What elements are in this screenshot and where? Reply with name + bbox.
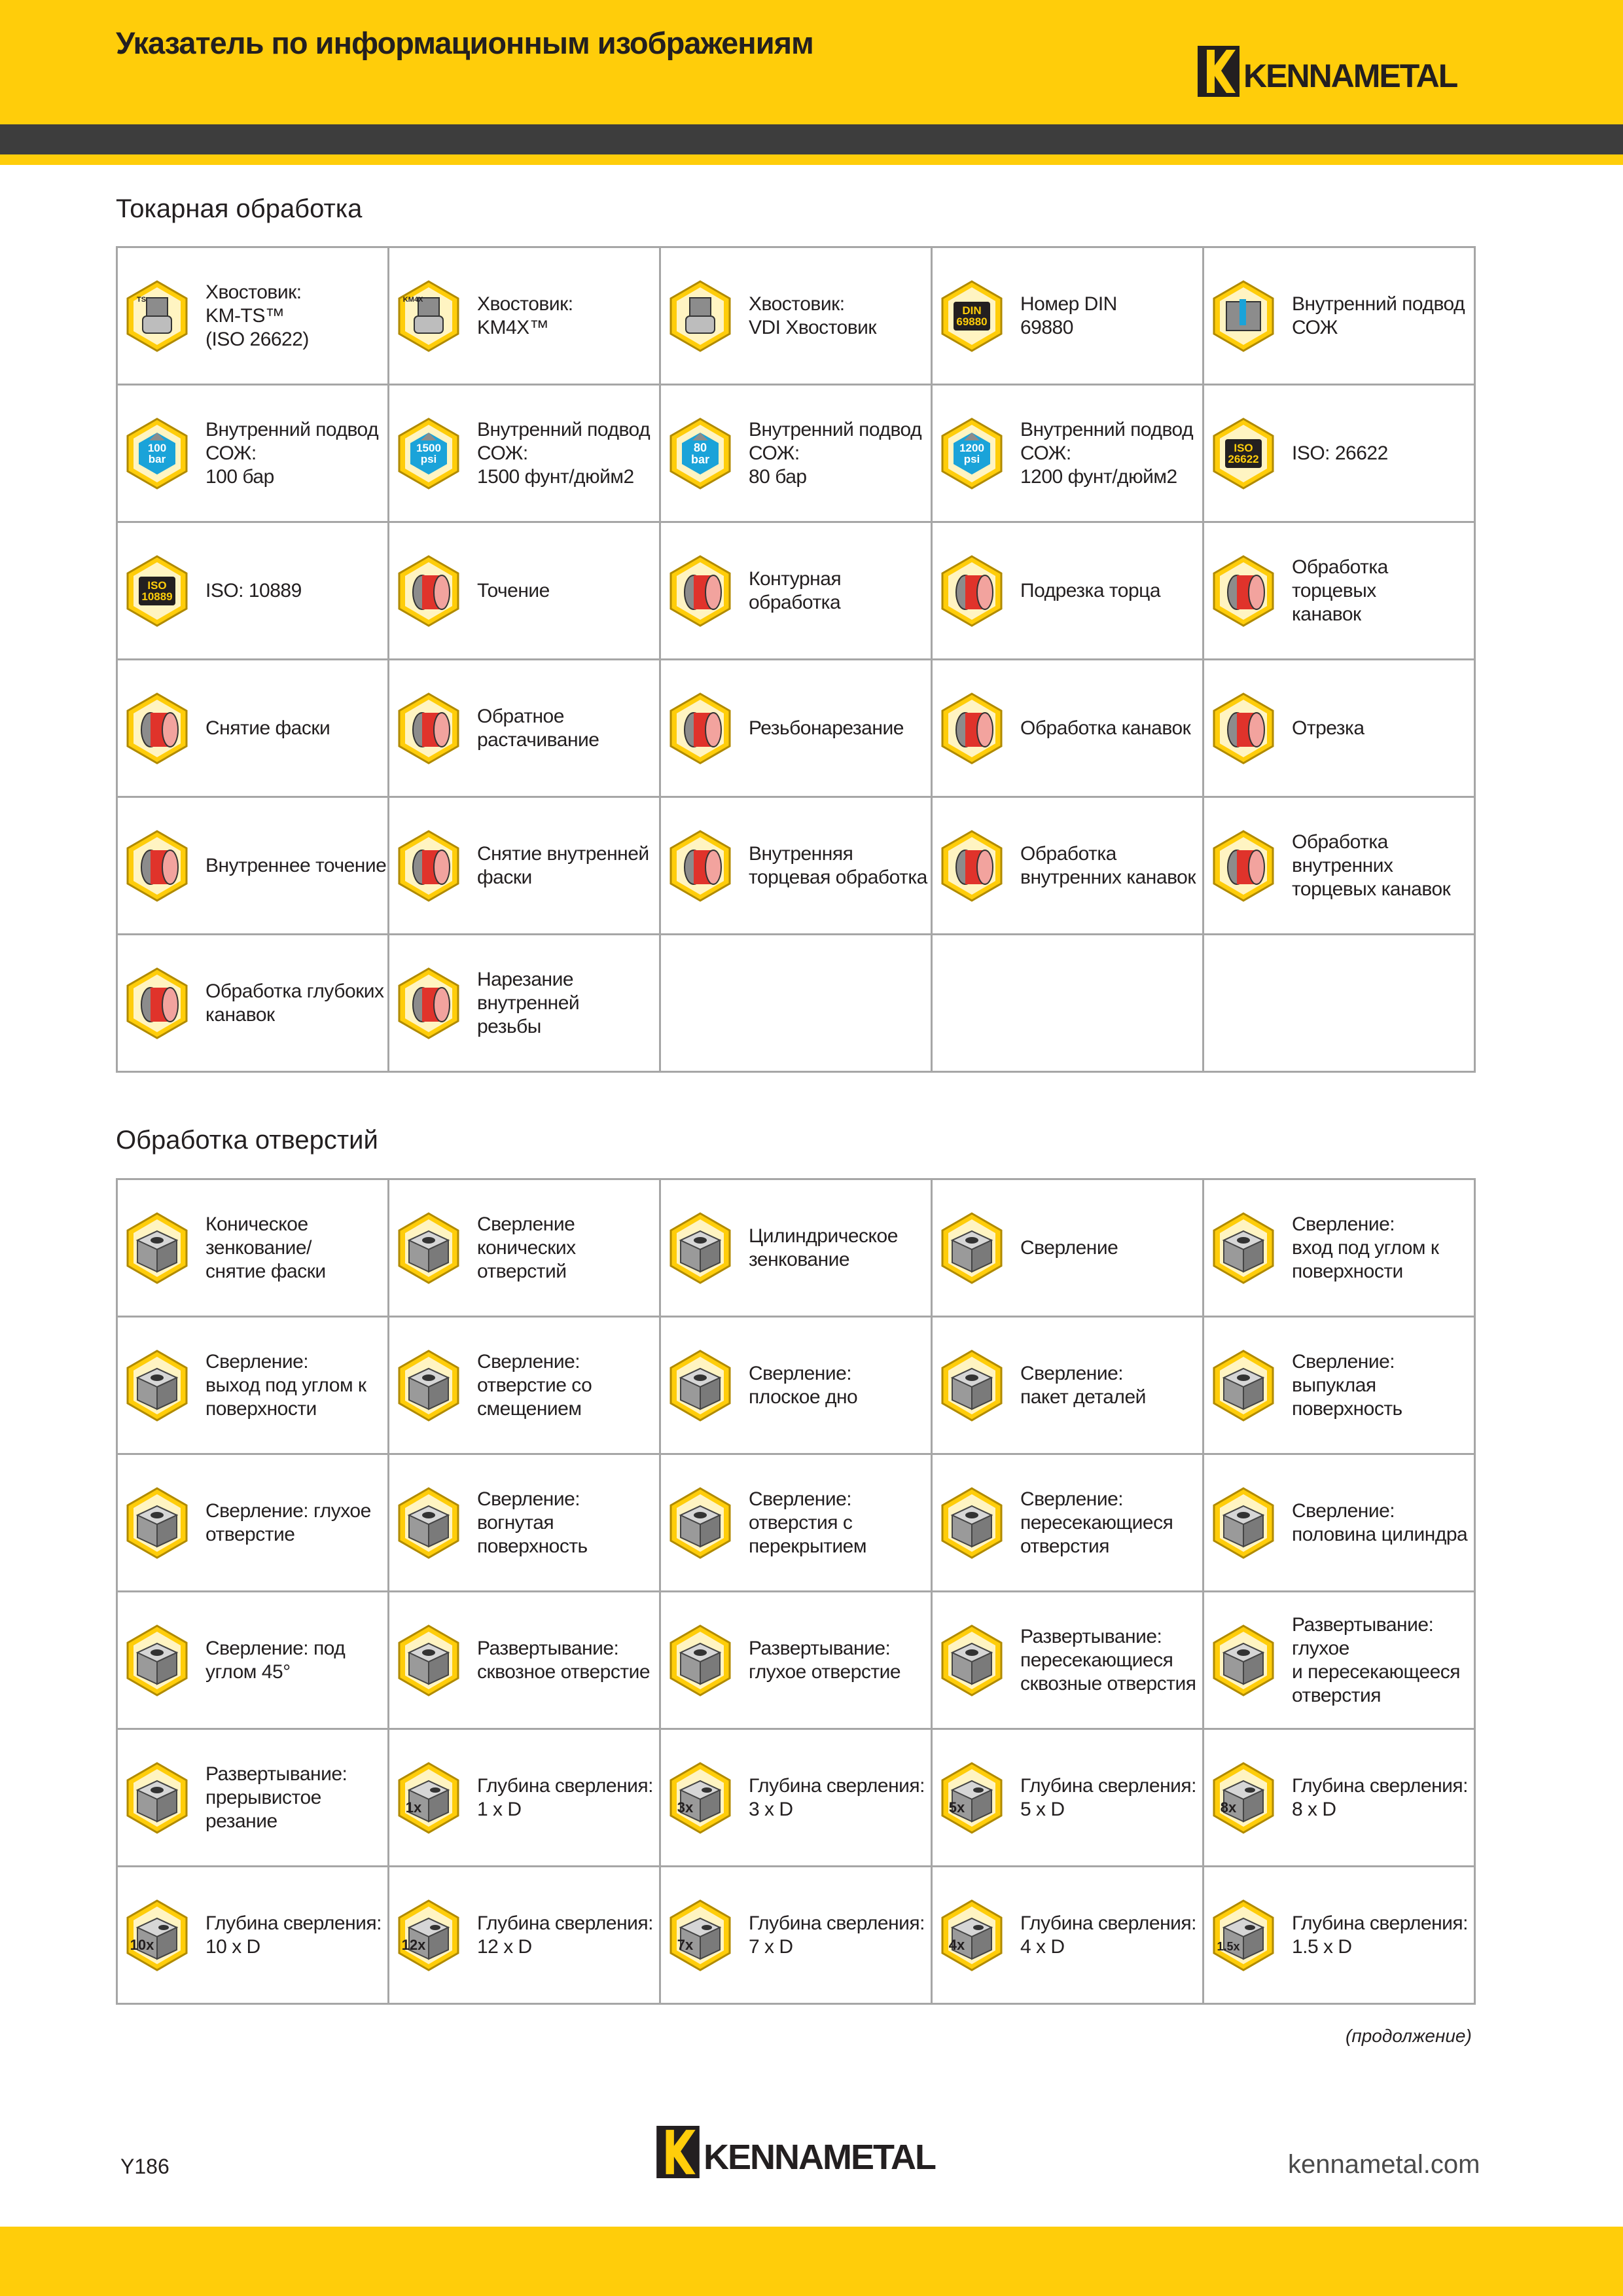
- hole-shape: [1211, 1349, 1276, 1422]
- icon-badge-text: 100 bar: [147, 441, 167, 465]
- turn-shape: [124, 967, 190, 1040]
- icon-legend-label: Сверление: [1020, 1236, 1118, 1259]
- icon-legend-cell: [1204, 1867, 1476, 2005]
- overlapping-holes-icon: [668, 1486, 733, 1560]
- icon-legend-cell: [1204, 386, 1476, 523]
- turning-icon: [396, 554, 461, 628]
- icon-legend-label: Обработка канавок: [1020, 717, 1191, 739]
- section-title-turning: Токарная обработка: [116, 194, 363, 223]
- coolant-1500-psi-icon: [396, 417, 461, 490]
- icon-legend-label: Сверление: под углом 45°: [205, 1637, 346, 1683]
- interrupted-cut-icon: [124, 1761, 190, 1835]
- page-title: Указатель по информационным изображениям: [116, 26, 813, 60]
- hole-shape: [939, 1211, 1005, 1285]
- icon-legend-label: Внутренний подвод СОЖ: 80 бар: [749, 418, 922, 488]
- hole-shape: [124, 1624, 190, 1697]
- icon-legend-cell: [933, 1455, 1204, 1592]
- icon-legend-cell: [118, 1730, 389, 1867]
- icon-legend-cell: [1204, 1318, 1476, 1455]
- icon-badge-text: 80 bar: [690, 440, 709, 466]
- icon-legend-label: Нарезание внутренней резьбы: [477, 968, 580, 1037]
- internal-threading-icon: [396, 967, 461, 1040]
- shank-shape: [668, 279, 733, 353]
- internal-facing-icon: [668, 829, 733, 903]
- turn-shape: [668, 829, 733, 903]
- continued-note: (продолжение): [1346, 2026, 1472, 2046]
- icon-legend-cell: [118, 660, 389, 798]
- icon-legend-cell: [661, 798, 933, 935]
- turn-shape: [124, 829, 190, 903]
- depth-8xd-icon: [1211, 1761, 1276, 1835]
- header-dark-stripe: [0, 124, 1623, 154]
- internal-turning-icon: [124, 829, 190, 903]
- angle-45-icon: [124, 1624, 190, 1697]
- icon-legend-label: Отрезка: [1292, 717, 1364, 739]
- icon-legend-label: Сверление: пересекающиеся отверстия: [1020, 1488, 1173, 1557]
- icon-legend-cell: [1204, 1180, 1476, 1318]
- turn-shape: [668, 554, 733, 628]
- back-boring-icon: [396, 692, 461, 765]
- icon-badge-text: DIN 69880: [956, 304, 988, 328]
- icon-legend-cell: [661, 1730, 933, 1867]
- depth-12xd-icon: [396, 1899, 461, 1972]
- icon-legend-cell: [1204, 1455, 1476, 1592]
- icon-legend-cell: [661, 386, 933, 523]
- hole-shape: [668, 1624, 733, 1697]
- icon-badge-text: 3x: [677, 1799, 694, 1816]
- icon-legend-cell: [933, 1318, 1204, 1455]
- icon-legend-label: Сверление: глухое отверстие: [205, 1499, 371, 1545]
- depth-4xd-icon: [939, 1899, 1005, 1972]
- chamfering-icon: [124, 692, 190, 765]
- kennametal-k-icon: [656, 2126, 700, 2178]
- icon-legend-label: Внутренний подвод СОЖ: [1292, 293, 1465, 338]
- icon-legend-label: Коническое зенкование/ снятие фаски: [205, 1213, 326, 1282]
- hole-shape: [668, 1349, 733, 1422]
- icon-legend-label: Глубина сверления: 10 x D: [205, 1912, 382, 1958]
- icon-legend-label: Глубина сверления: 1 x D: [477, 1774, 653, 1820]
- angled-entry-icon: [1211, 1211, 1276, 1285]
- icon-legend-label: Сверление: пакет деталей: [1020, 1362, 1146, 1408]
- icon-legend-cell: [661, 523, 933, 660]
- icon-legend-label: Внутренний подвод СОЖ: 1200 фунт/дюйм2: [1020, 418, 1194, 488]
- icon-legend-cell: [118, 386, 389, 523]
- coolant-80-bar-icon: [668, 417, 733, 490]
- icon-legend-label: Обратное растачивание: [477, 705, 599, 751]
- icon-legend-cell: [389, 1180, 661, 1318]
- icon-legend-label: Внутреннее точение: [205, 854, 387, 876]
- turn-shape: [939, 554, 1005, 628]
- icon-legend-label: Развертывание: пересекающиеся сквозные отверстия: [1020, 1625, 1196, 1695]
- icon-legend-label: Цилиндрическое зенкование: [749, 1225, 898, 1270]
- din-69880-icon: [939, 279, 1005, 353]
- icon-legend-label: Резьбонарезание: [749, 717, 904, 739]
- section-title-holemaking: Обработка отверстий: [116, 1126, 378, 1155]
- icon-legend-cell: [1204, 798, 1476, 935]
- turn-shape: [668, 692, 733, 765]
- icon-legend-cell: [389, 1455, 661, 1592]
- icon-legend-label: Обработка внутренних торцевых канавок: [1292, 831, 1451, 900]
- icon-legend-cell: [389, 386, 661, 523]
- turning-icon-grid: [116, 246, 1476, 1073]
- reaming-blind-icon: [668, 1624, 733, 1697]
- facing-icon: [939, 554, 1005, 628]
- depth-10xd-icon: [124, 1899, 190, 1972]
- icon-legend-cell: [1204, 1730, 1476, 1867]
- icon-legend-cell: [933, 798, 1204, 935]
- icon-badge-text: 12x: [401, 1936, 426, 1953]
- kennametal-logo: [1198, 46, 1457, 97]
- turn-shape: [1211, 692, 1276, 765]
- icon-legend-cell: [661, 935, 933, 1073]
- coolant-shape: [1211, 279, 1276, 353]
- icon-legend-cell: [118, 248, 389, 386]
- icon-legend-cell: [661, 1318, 933, 1455]
- icon-legend-cell: [933, 660, 1204, 798]
- kennametal-k-icon: [1198, 46, 1240, 97]
- icon-legend-label: Глубина сверления: 7 x D: [749, 1912, 925, 1958]
- reaming-cross-through-icon: [939, 1624, 1005, 1697]
- hole-shape: [124, 1349, 190, 1422]
- turn-shape: [1211, 829, 1276, 903]
- icon-legend-cell: [661, 660, 933, 798]
- depth-7xd-icon: [668, 1899, 733, 1972]
- depth-1xd-icon: [396, 1761, 461, 1835]
- footer-band: [0, 2227, 1623, 2296]
- internal-grooving-icon: [939, 829, 1005, 903]
- icon-legend-label: Обработка глубоких канавок: [205, 980, 384, 1026]
- turn-shape: [939, 829, 1005, 903]
- turn-shape: [1211, 554, 1276, 628]
- icon-legend-cell: [1204, 1592, 1476, 1730]
- angled-exit-icon: [124, 1349, 190, 1422]
- turn-shape: [939, 692, 1005, 765]
- icon-legend-cell: [1204, 523, 1476, 660]
- icon-legend-label: Сверление: плоское дно: [749, 1362, 858, 1408]
- icon-legend-label: Сверление: половина цилиндра: [1292, 1499, 1468, 1545]
- hole-shape: [668, 1211, 733, 1285]
- reaming-blind-cross-icon: [1211, 1624, 1276, 1697]
- icon-badge-text: 10x: [130, 1936, 154, 1953]
- icon-legend-label: Обработка внутренних канавок: [1020, 842, 1196, 888]
- icon-legend-cell: [1204, 660, 1476, 798]
- icon-legend-cell: [389, 248, 661, 386]
- icon-legend-label: Развертывание: глухое отверстие: [749, 1637, 901, 1683]
- icon-legend-label: Хвостовик: KM-TS™ (ISO 26622): [205, 281, 309, 350]
- icon-legend-cell: [661, 1592, 933, 1730]
- turn-shape: [396, 554, 461, 628]
- icon-legend-label: Внутренний подвод СОЖ: 1500 фунт/дюйм2: [477, 418, 651, 488]
- icon-legend-label: Сверление: вогнутая поверхность: [477, 1488, 588, 1557]
- cross-holes-icon: [939, 1486, 1005, 1560]
- icon-legend-label: Сверление: отверстия с перекрытием: [749, 1488, 866, 1557]
- icon-legend-label: Глубина сверления: 12 x D: [477, 1912, 653, 1958]
- icon-legend-label: Сверление: вход под углом к поверхности: [1292, 1213, 1439, 1282]
- km-ts-shank-icon: [124, 279, 190, 353]
- countersinking-icon: [124, 1211, 190, 1285]
- icon-legend-cell: [389, 1592, 661, 1730]
- icon-legend-label: Сверление: выпуклая поверхность: [1292, 1350, 1402, 1420]
- vdi-shank-icon: [668, 279, 733, 353]
- hole-shape: [1211, 1211, 1276, 1285]
- icon-legend-cell: [118, 1592, 389, 1730]
- icon-legend-label: Внутренняя торцевая обработка: [749, 842, 927, 888]
- logo-wordmark: KENNAMETAL: [704, 2138, 935, 2177]
- icon-badge-text: 1x: [405, 1799, 422, 1816]
- hole-shape: [1211, 1624, 1276, 1697]
- icon-badge-text: TS: [136, 295, 147, 304]
- icon-legend-cell: [661, 1180, 933, 1318]
- flat-bottom-icon: [668, 1349, 733, 1422]
- iso-10889-icon: [124, 554, 190, 628]
- icon-badge-text: 1200 psi: [959, 441, 984, 465]
- icon-legend-cell: [118, 1318, 389, 1455]
- icon-legend-cell: [1204, 935, 1476, 1073]
- depth-5xd-icon: [939, 1761, 1005, 1835]
- icon-badge-text: 5x: [948, 1799, 965, 1816]
- convex-surface-icon: [1211, 1349, 1276, 1422]
- hole-shape: [396, 1349, 461, 1422]
- icon-legend-label: Хвостовик: VDI Хвостовик: [749, 293, 877, 338]
- icon-legend-cell: [933, 1592, 1204, 1730]
- icon-legend-label: ISO: 26622: [1292, 442, 1388, 464]
- icon-badge-text: 4x: [948, 1936, 965, 1953]
- icon-legend-cell: [118, 1180, 389, 1318]
- icon-legend-label: Обработка торцевых канавок: [1292, 556, 1388, 625]
- grooving-icon: [939, 692, 1005, 765]
- icon-legend-cell: [933, 1730, 1204, 1867]
- icon-badge-text: ISO 26622: [1228, 441, 1259, 465]
- icon-legend-cell: [389, 660, 661, 798]
- icon-legend-cell: [118, 523, 389, 660]
- threading-icon: [668, 692, 733, 765]
- icon-legend-label: Снятие внутренней фаски: [477, 842, 649, 888]
- icon-badge-text: 7x: [677, 1936, 694, 1953]
- hole-shape: [396, 1624, 461, 1697]
- coolant-100-bar-icon: [124, 417, 190, 490]
- icon-legend-label: Глубина сверления: 8 x D: [1292, 1774, 1468, 1820]
- hole-shape: [939, 1349, 1005, 1422]
- icon-legend-label: Подрезка торца: [1020, 579, 1161, 601]
- icon-legend-cell: [661, 248, 933, 386]
- turn-shape: [396, 967, 461, 1040]
- internal-coolant-icon: [1211, 279, 1276, 353]
- half-cylinder-icon: [1211, 1486, 1276, 1560]
- icon-legend-cell: [118, 798, 389, 935]
- reaming-through-icon: [396, 1624, 461, 1697]
- icon-legend-cell: [118, 1455, 389, 1592]
- icon-legend-cell: [389, 798, 661, 935]
- hole-shape: [124, 1486, 190, 1560]
- hole-shape: [668, 1486, 733, 1560]
- hole-shape: [396, 1486, 461, 1560]
- internal-face-grooving-icon: [1211, 829, 1276, 903]
- offset-hole-icon: [396, 1349, 461, 1422]
- km4x-shank-icon: [396, 279, 461, 353]
- icon-badge-text: 1.5x: [1217, 1939, 1240, 1953]
- icon-legend-cell: [118, 1867, 389, 2005]
- icon-legend-cell: [389, 1867, 661, 2005]
- icon-legend-cell: [661, 1867, 933, 2005]
- icon-legend-label: Сверление: выход под углом к поверхности: [205, 1350, 366, 1420]
- website-link[interactable]: kennametal.com: [1288, 2150, 1480, 2179]
- icon-legend-label: Снятие фаски: [205, 717, 330, 739]
- icon-legend-cell: [661, 1455, 933, 1592]
- depth-1-5xd-icon: [1211, 1899, 1276, 1972]
- icon-legend-cell: [118, 935, 389, 1073]
- icon-legend-cell: [389, 1730, 661, 1867]
- icon-legend-cell: [933, 935, 1204, 1073]
- holemaking-icon-grid: [116, 1178, 1476, 2005]
- depth-3xd-icon: [668, 1761, 733, 1835]
- internal-chamfering-icon: [396, 829, 461, 903]
- turn-shape: [396, 692, 461, 765]
- icon-legend-label: ISO: 10889: [205, 579, 302, 601]
- icon-legend-cell: [933, 248, 1204, 386]
- hole-shape: [396, 1211, 461, 1285]
- drilling-icon: [939, 1211, 1005, 1285]
- icon-legend-label: Внутренний подвод СОЖ: 100 бар: [205, 418, 379, 488]
- icon-legend-cell: [389, 1318, 661, 1455]
- icon-legend-label: Сверление конических отверстий: [477, 1213, 576, 1282]
- icon-legend-label: Хвостовик: KM4X™: [477, 293, 573, 338]
- icon-legend-label: Глубина сверления: 5 x D: [1020, 1774, 1196, 1820]
- icon-legend-label: Сверление: отверстие со смещением: [477, 1350, 592, 1420]
- icon-legend-cell: [933, 1867, 1204, 2005]
- iso-26622-icon: [1211, 417, 1276, 490]
- hole-shape: [124, 1761, 190, 1835]
- icon-legend-cell: [1204, 248, 1476, 386]
- icon-legend-cell: [933, 1180, 1204, 1318]
- kennametal-footer-logo: [656, 2126, 935, 2178]
- icon-legend-label: Развертывание: прерывистое резание: [205, 1763, 348, 1832]
- logo-wordmark: KENNAMETAL: [1243, 58, 1457, 94]
- page-number: Y186: [120, 2155, 169, 2178]
- concave-surface-icon: [396, 1486, 461, 1560]
- cut-off-icon: [1211, 692, 1276, 765]
- deep-grooving-icon: [124, 967, 190, 1040]
- icon-legend-cell: [933, 386, 1204, 523]
- tapered-drilling-icon: [396, 1211, 461, 1285]
- coolant-1200-psi-icon: [939, 417, 1005, 490]
- face-grooving-icon: [1211, 554, 1276, 628]
- icon-legend-label: Контурная обработка: [749, 567, 842, 613]
- profiling-icon: [668, 554, 733, 628]
- icon-legend-cell: [933, 523, 1204, 660]
- hole-shape: [939, 1624, 1005, 1697]
- hole-shape: [1211, 1486, 1276, 1560]
- icon-legend-label: Глубина сверления: 1.5 x D: [1292, 1912, 1468, 1958]
- icon-legend-label: Развертывание: глухое и пересекающееся отверстия: [1292, 1613, 1461, 1706]
- turn-shape: [124, 692, 190, 765]
- icon-legend-label: Номер DIN 69880: [1020, 293, 1117, 338]
- icon-badge-text: 8x: [1220, 1799, 1237, 1816]
- header-thin-stripe: [0, 154, 1623, 165]
- turn-shape: [396, 829, 461, 903]
- blind-hole-icon: [124, 1486, 190, 1560]
- hole-shape: [939, 1486, 1005, 1560]
- icon-badge-text: ISO 10889: [141, 579, 173, 603]
- icon-legend-cell: [389, 935, 661, 1073]
- icon-legend-label: Глубина сверления: 4 x D: [1020, 1912, 1196, 1958]
- hole-shape: [124, 1211, 190, 1285]
- icon-legend-label: Глубина сверления: 3 x D: [749, 1774, 925, 1820]
- icon-legend-cell: [389, 523, 661, 660]
- icon-badge-text: KM4X: [402, 295, 423, 304]
- stack-drilling-icon: [939, 1349, 1005, 1422]
- icon-legend-label: Точение: [477, 579, 550, 601]
- icon-legend-label: Развертывание: сквозное отверстие: [477, 1637, 651, 1683]
- icon-badge-text: 1500 psi: [416, 441, 441, 465]
- counterboring-icon: [668, 1211, 733, 1285]
